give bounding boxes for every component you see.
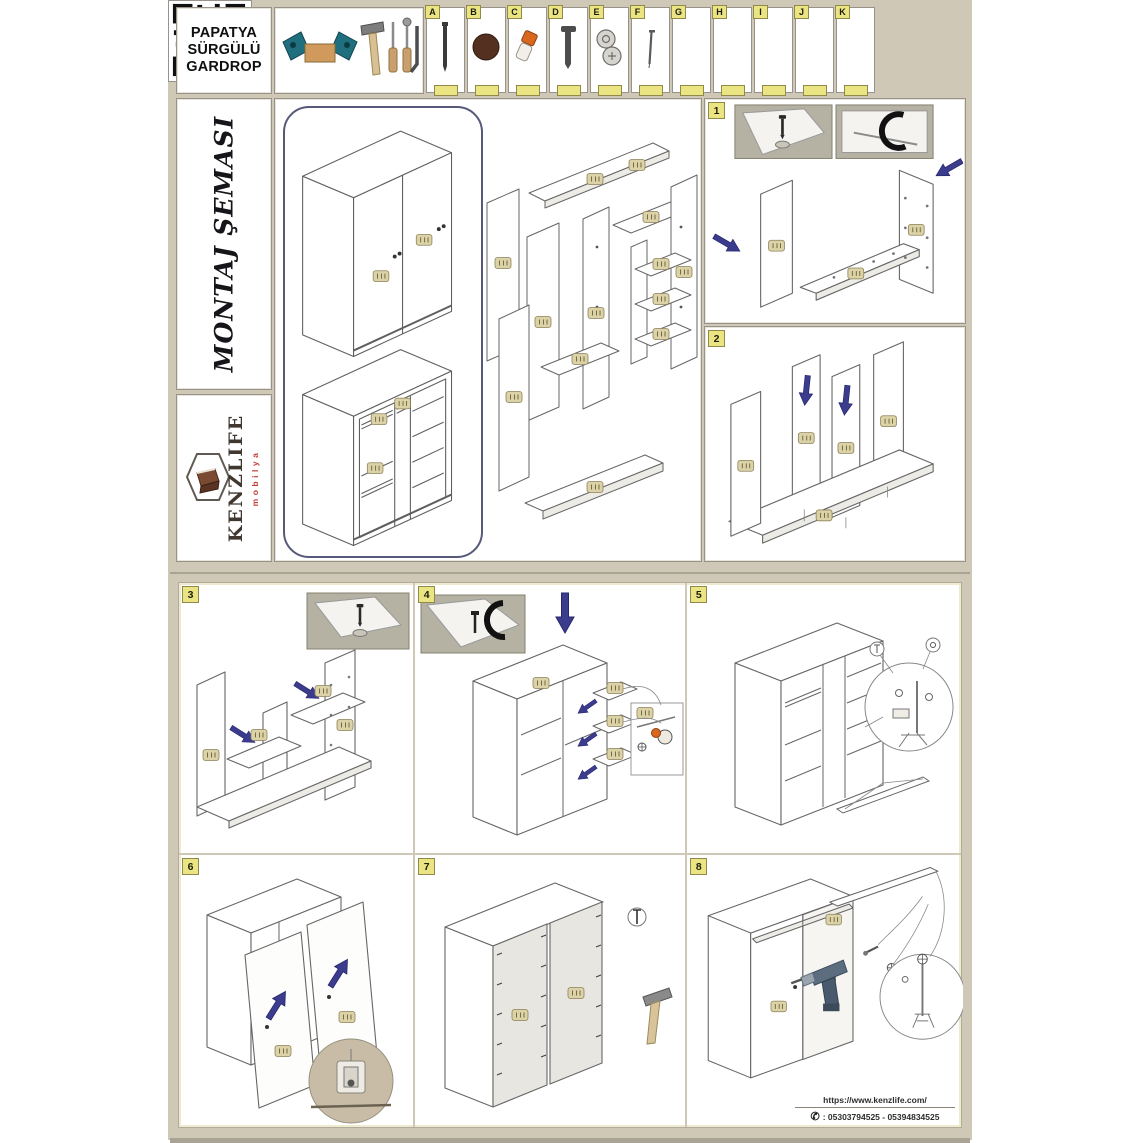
step-2-illustration [705, 327, 963, 559]
hardware-count-tag [680, 85, 704, 96]
hardware-count-tag [721, 85, 745, 96]
montaj-semasi-label-box [176, 98, 272, 390]
finished-wardrobe-illustration [285, 108, 477, 552]
step-1-panel [704, 98, 966, 324]
tools-required-box [274, 7, 424, 94]
hardware-letter-g: G [671, 5, 686, 19]
step-6-panel [179, 855, 415, 1127]
hardware-letter-i: I [753, 5, 768, 19]
hardware-letter-j: J [794, 5, 809, 19]
screw-icon [427, 14, 464, 80]
cam-lock-icon [591, 14, 628, 80]
hardware-letter-a: A [425, 5, 440, 19]
cam-disc-icon [468, 14, 505, 80]
hardware-count-tag [516, 85, 540, 96]
step-2-panel [704, 326, 966, 562]
contact-block [795, 1095, 955, 1123]
hardware-count-tag [475, 85, 499, 96]
step-6-illustration [179, 855, 415, 1125]
overview-panel [274, 98, 702, 562]
step-3-panel [179, 583, 415, 855]
finished-product-frame [283, 106, 483, 558]
step-2-badge: 2 [708, 330, 725, 347]
step-5-badge: 5 [690, 586, 707, 603]
hardware-column-k [836, 7, 875, 93]
hardware-column-h [713, 7, 752, 93]
hardware-count-tag [844, 85, 868, 96]
dowel-icon [509, 14, 546, 80]
phone-row [795, 1107, 955, 1123]
step-3-badge: 3 [182, 586, 199, 603]
hardware-column-g [672, 7, 711, 93]
hardware-column-b [467, 7, 506, 93]
title-line-2: SÜRGÜLÜ [187, 41, 261, 58]
hardware-column-e [590, 7, 629, 93]
hardware-letter-k: K [835, 5, 850, 19]
montaj-semasi-label: MONTAJ ŞEMASI [209, 115, 239, 373]
hardware-letter-e: E [589, 5, 604, 19]
title-line-3: GARDROP [186, 59, 262, 76]
step-6-badge: 6 [182, 858, 199, 875]
hardware-column-f [631, 7, 670, 93]
step-3-illustration [179, 583, 415, 853]
title-line-1: PAPATYA [190, 24, 258, 41]
brand-logo-box [176, 394, 272, 562]
step-4-illustration [415, 583, 687, 853]
steps-grid-section [170, 572, 970, 1143]
step-5-illustration [687, 583, 959, 853]
step-7-panel [415, 855, 687, 1127]
hardware-letter-d: D [548, 5, 563, 19]
steps-grid [178, 582, 962, 1128]
bolt-icon [550, 14, 587, 80]
hardware-count-tag [639, 85, 663, 96]
hardware-count-tag [803, 85, 827, 96]
hardware-letter-c: C [507, 5, 522, 19]
step-8-panel [687, 855, 961, 1127]
step-4-badge: 4 [418, 586, 435, 603]
phone-icon: ✆ [810, 1111, 820, 1123]
product-title [176, 7, 272, 94]
hardware-column-j [795, 7, 834, 93]
step-5-panel [687, 583, 961, 855]
hardware-count-tag [598, 85, 622, 96]
hardware-column-a [426, 7, 465, 93]
hardware-letter-h: H [712, 5, 727, 19]
phone-numbers: : 05303794525 - 05394834525 [822, 1111, 940, 1122]
hardware-letter-f: F [630, 5, 645, 19]
brand-subtitle: mobilya [250, 449, 260, 507]
step-7-illustration [415, 855, 687, 1125]
step-7-badge: 7 [418, 858, 435, 875]
hardware-count-tag [762, 85, 786, 96]
website-url: https://www.kenzlife.com/ [823, 1095, 927, 1105]
step-1-badge: 1 [708, 102, 725, 119]
hardware-column-i [754, 7, 793, 93]
hardware-count-tag [557, 85, 581, 96]
assembly-tools-icon [277, 12, 421, 90]
step-1-illustration [705, 99, 963, 321]
step-8-illustration [687, 855, 963, 1125]
brand-name: KENZLIFE [225, 413, 247, 543]
hardware-letter-b: B [466, 5, 481, 19]
nail-icon [632, 14, 669, 80]
hardware-column-d [549, 7, 588, 93]
hardware-column-c [508, 7, 547, 93]
assembly-sheet [168, 0, 972, 1140]
step-4-panel [415, 583, 687, 855]
exploded-parts-illustration [485, 107, 699, 553]
step-8-badge: 8 [690, 858, 707, 875]
hardware-count-tag [434, 85, 458, 96]
